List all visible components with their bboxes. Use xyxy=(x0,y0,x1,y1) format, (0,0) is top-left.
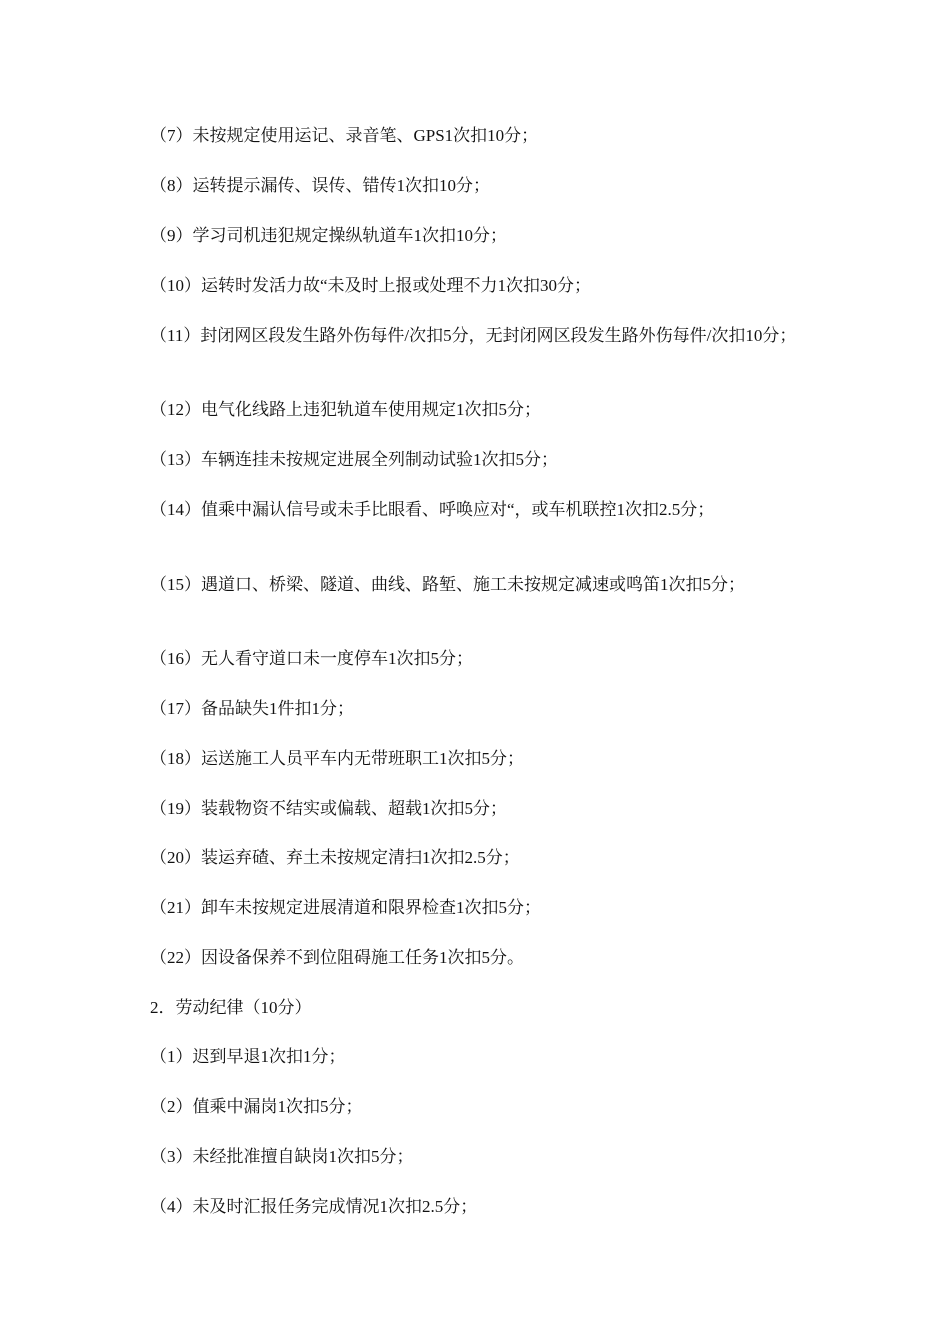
list-item: （19）装载物资不结实或偏载、超载1次扣5分； xyxy=(150,799,507,818)
list-item: （13）车辆连挂未按规定进展全列制动试验1次扣5分； xyxy=(150,450,558,469)
list-item: （8）运转提示漏传、误传、错传1次扣10分； xyxy=(150,176,490,195)
list-item: （10）运转时发活力故“未及时上报或处理不力1次扣30分； xyxy=(150,276,592,295)
list-item: （4）未及时汇报任务完成情况1次扣2.5分； xyxy=(150,1197,478,1216)
list-item: （7）未按规定使用运记、录音笔、GPS1次扣10分； xyxy=(150,126,539,145)
list-item: （12）电气化线路上违犯轨道车使用规定1次扣5分； xyxy=(150,400,541,419)
list-item: （22）因设备保养不到位阻碍施工任务1次扣5分。 xyxy=(150,948,524,967)
list-item: （17）备品缺失1件扣1分； xyxy=(150,699,354,718)
list-item: （18）运送施工人员平车内无带班职工1次扣5分； xyxy=(150,749,524,768)
list-item: （9）学习司机违犯规定操纵轨道车1次扣10分； xyxy=(150,226,507,245)
section-heading: 2．劳动纪律（10分） xyxy=(150,998,312,1017)
list-item: （1）迟到早退1次扣1分； xyxy=(150,1047,346,1066)
document-page xyxy=(150,0,810,1344)
list-item: （16）无人看守道口未一度停车1次扣5分； xyxy=(150,649,473,668)
list-item: （3）未经批准擅自缺岗1次扣5分； xyxy=(150,1147,414,1166)
list-item: （20）装运弃碴、弃土未按规定清扫1次扣2.5分； xyxy=(150,848,520,867)
list-item: （14）值乘中漏认信号或未手比眼看、呼唤应对“，或车机联控1次扣2.5分； xyxy=(150,500,715,519)
list-item: （2）值乘中漏岗1次扣5分； xyxy=(150,1097,363,1116)
list-item: （21）卸车未按规定进展清道和限界检查1次扣5分； xyxy=(150,898,541,917)
list-item: （15）遇道口、桥梁、隧道、曲线、路堑、施工未按规定减速或鸣笛1次扣5分； xyxy=(150,575,745,594)
list-item: （11）封闭网区段发生路外伤每件/次扣5分，无封闭网区段发生路外伤每件/次扣10分； xyxy=(150,326,797,345)
